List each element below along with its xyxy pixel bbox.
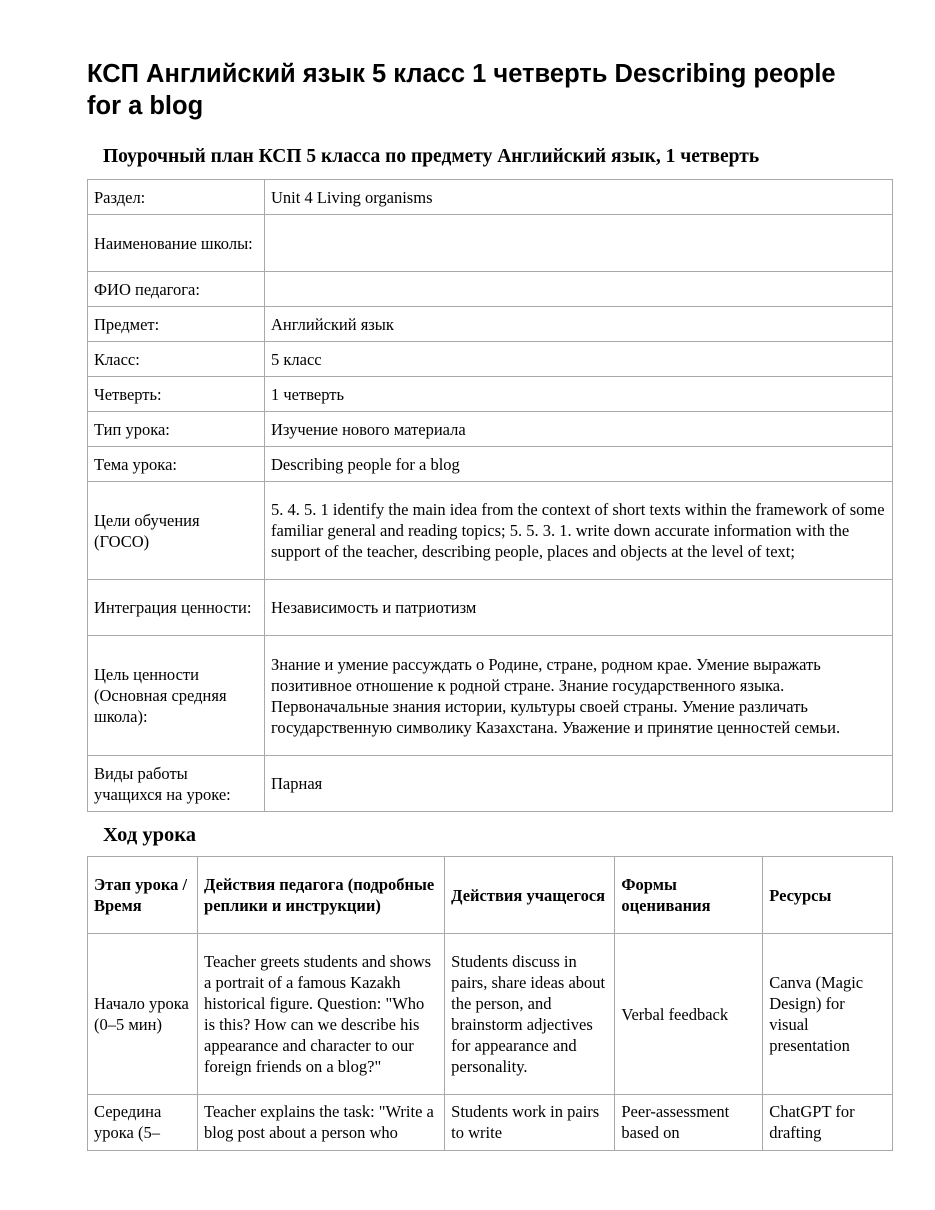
- column-header: Этап урока / Время: [88, 857, 198, 934]
- table-cell: Peer-assessment based on: [615, 1095, 763, 1151]
- plan-subtitle: Поурочный план КСП 5 класса по предмету Английский язык, 1 четверть: [103, 146, 760, 167]
- info-row: [88, 215, 893, 272]
- table-cell: Teacher greets students and shows a portrait of a famous Kazakh historical figure. Question: "Who is this? How can we describe his appearance and character to our foreign friends on a blog?": [198, 934, 445, 1095]
- info-row: [88, 377, 893, 412]
- info-label: Предмет:: [88, 307, 265, 342]
- column-header: Формы оценивания: [615, 857, 763, 934]
- info-row: [88, 580, 893, 636]
- table-cell: Начало урока (0–5 мин): [88, 934, 198, 1095]
- table-row: [88, 1095, 893, 1151]
- info-value: 5. 4. 5. 1 identify the main idea from the context of short texts within the framework of some familiar general and reading topics; 5. 5. 3. 1. write down accurate information with the support of the teacher, describing people, places and objects at the level of text;: [265, 482, 893, 580]
- table-row: [88, 934, 893, 1095]
- table-cell: Canva (Magic Design) for visual presentation: [763, 934, 893, 1095]
- info-label: ФИО педагога:: [88, 272, 265, 307]
- table-cell: Students discuss in pairs, share ideas about the person, and brainstorm adjectives for appearance and personality.: [445, 934, 615, 1095]
- info-label: Наименование школы:: [88, 215, 265, 272]
- info-label: Цели обучения (ГОСО): [88, 482, 265, 580]
- column-header: Действия педагога (подробные реплики и инструкции): [198, 857, 445, 934]
- column-header: Действия учащегося: [445, 857, 615, 934]
- info-label: Интеграция ценности:: [88, 580, 265, 636]
- info-value: Изучение нового материала: [265, 412, 893, 447]
- info-label: Цель ценности (Основная средняя школа):: [88, 636, 265, 756]
- info-label: Виды работы учащихся на уроке:: [88, 756, 265, 812]
- info-value: Знание и умение рассуждать о Родине, стране, родном крае. Умение выражать позитивное отношение к родной стране. Знание государственного языка. Первоначальные знания истории, культуры своей страны. Умение различать государственную символику Казахстана. Уважение и принятие ценностей семьи.: [265, 636, 893, 756]
- table-header-row: [88, 857, 893, 934]
- info-label: Класс:: [88, 342, 265, 377]
- table-cell: Students work in pairs to write: [445, 1095, 615, 1151]
- table-cell: ChatGPT for drafting: [763, 1095, 893, 1151]
- info-label: Четверть:: [88, 377, 265, 412]
- info-label: Тип урока:: [88, 412, 265, 447]
- table-cell: Teacher explains the task: "Write a blog post about a person who: [198, 1095, 445, 1151]
- info-value: Парная: [265, 756, 893, 812]
- column-header: Ресурсы: [763, 857, 893, 934]
- info-row: [88, 482, 893, 580]
- info-value: Английский язык: [265, 307, 893, 342]
- info-row: [88, 412, 893, 447]
- info-row: [88, 756, 893, 812]
- info-value: Независимость и патриотизм: [265, 580, 893, 636]
- info-row: [88, 447, 893, 482]
- info-row: [88, 307, 893, 342]
- lesson-info-table: [87, 179, 893, 812]
- info-row: [88, 272, 893, 307]
- table-cell: Середина урока (5–: [88, 1095, 198, 1151]
- info-value: 5 класс: [265, 342, 893, 377]
- lesson-progress-heading: Ход урока: [103, 824, 196, 846]
- info-label: Раздел:: [88, 180, 265, 215]
- info-row: [88, 342, 893, 377]
- info-label: Тема урока:: [88, 447, 265, 482]
- info-value: Describing people for a blog: [265, 447, 893, 482]
- info-value: 1 четверть: [265, 377, 893, 412]
- lesson-progress-table: [87, 856, 893, 1151]
- info-value: [265, 215, 893, 272]
- document-title: КСП Английский язык 5 класс 1 четверть Describing people for a blog: [87, 60, 836, 120]
- info-row: [88, 180, 893, 215]
- info-value: Unit 4 Living organisms: [265, 180, 893, 215]
- info-value: [265, 272, 893, 307]
- table-cell: Verbal feedback: [615, 934, 763, 1095]
- info-row: [88, 636, 893, 756]
